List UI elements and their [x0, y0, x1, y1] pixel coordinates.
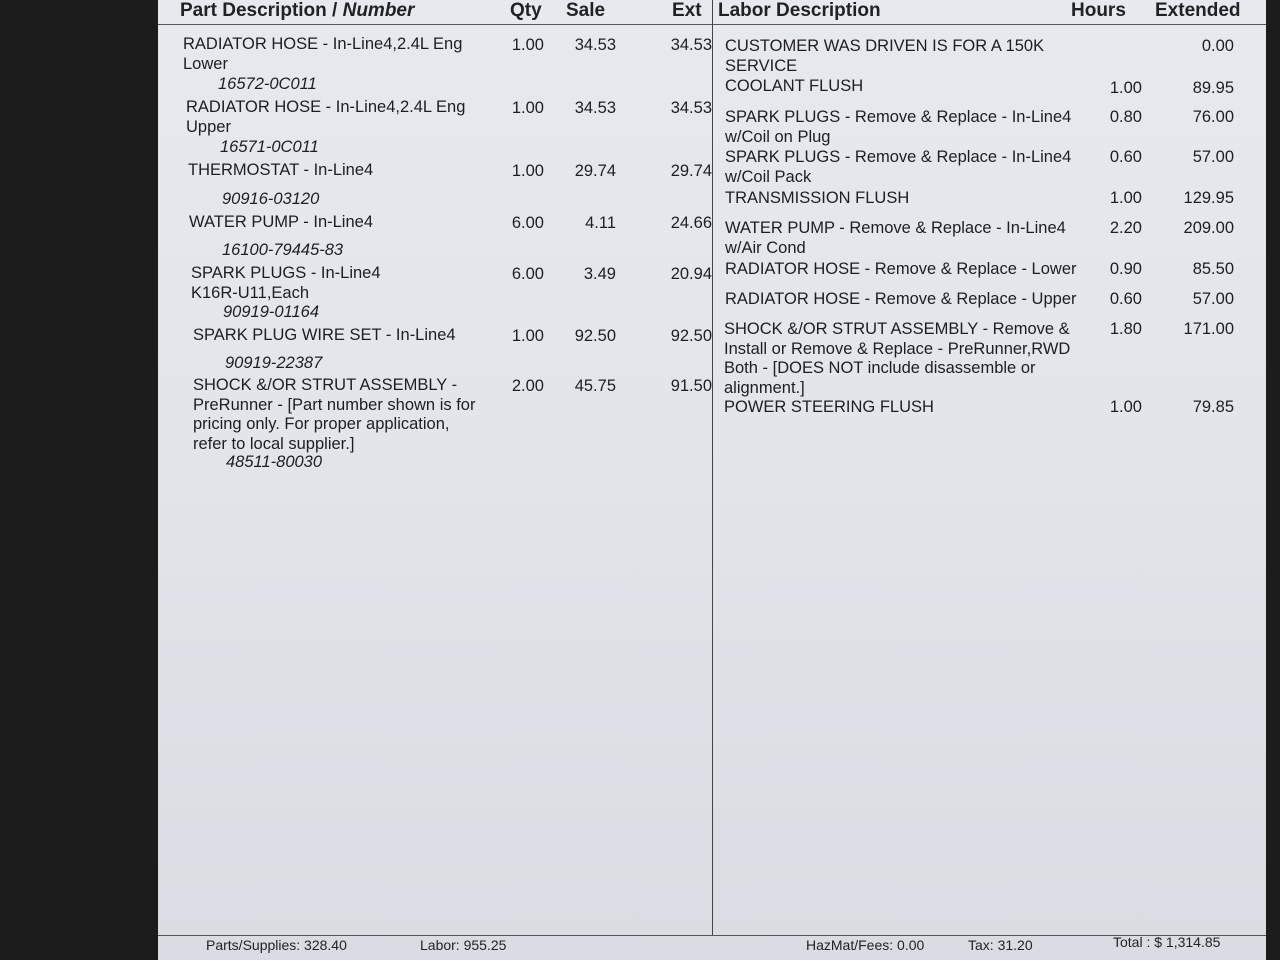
labor-description-line: w/Coil Pack	[725, 167, 812, 186]
part-sale: 45.75	[574, 377, 616, 395]
parts-supplies-total: Parts/Supplies: 328.40	[206, 937, 347, 953]
part-number: 16571-0C011	[220, 138, 319, 156]
labor-description-line: w/Coil on Plug	[725, 127, 831, 146]
labor-extended: 85.50	[1192, 260, 1234, 278]
part-sale: 4.11	[585, 214, 616, 232]
hazmat-fees-total: HazMat/Fees: 0.00	[806, 937, 925, 953]
part-qty: 1.00	[511, 327, 544, 345]
labor-extended: 89.95	[1192, 79, 1234, 97]
labor-extended: 0.00	[1201, 37, 1234, 55]
part-description-line: RADIATOR HOSE - In-Line4,2.4L Eng	[183, 35, 463, 53]
labor-description-line: CUSTOMER WAS DRIVEN IS FOR A 150K	[725, 37, 1045, 55]
labor-description-line: SPARK PLUGS - Remove & Replace - In-Line4	[725, 148, 1072, 166]
part-number: 48511-80030	[226, 453, 323, 471]
labor-hours: 1.00	[1109, 189, 1142, 207]
labor-description-line: POWER STEERING FLUSH	[724, 398, 934, 416]
labor-description-line: alignment.]	[724, 378, 805, 397]
part-ext: 92.50	[670, 327, 712, 345]
tax-total: Tax: 31.20	[968, 937, 1033, 953]
labor-description-line: RADIATOR HOSE - Remove & Replace - Upper	[725, 290, 1077, 308]
extended-header: Extended	[1155, 0, 1241, 21]
labor-description-line: Install or Remove & Replace - PreRunner,RWD	[724, 339, 1071, 358]
labor-hours: 0.60	[1109, 148, 1142, 166]
part-sale: 3.49	[583, 265, 616, 283]
hours-header: Hours	[1071, 0, 1126, 21]
part-sale: 92.50	[574, 327, 616, 345]
labor-extended: 57.00	[1192, 148, 1234, 166]
part-description-line: Upper	[186, 117, 231, 136]
part-qty: 1.00	[511, 162, 544, 180]
part-description-line: SPARK PLUGS - In-Line4	[191, 264, 381, 282]
part-ext: 34.53	[670, 99, 712, 117]
part-number: 16572-0C011	[218, 75, 317, 93]
sale-header: Sale	[566, 0, 606, 21]
labor-extended: 209.00	[1183, 219, 1234, 237]
part-description-line: K16R-U11,Each	[191, 283, 310, 302]
part-sale: 34.53	[574, 99, 616, 117]
part-ext: 29.74	[670, 162, 712, 180]
labor-description-line: SPARK PLUGS - Remove & Replace - In-Line4	[725, 108, 1072, 126]
labor-description-line: Both - [DOES NOT include disassemble or	[724, 359, 1036, 377]
labor-description-line: RADIATOR HOSE - Remove & Replace - Lower	[725, 260, 1077, 278]
part-description-line: WATER PUMP - In-Line4	[189, 213, 373, 231]
ext-header: Ext	[672, 0, 702, 21]
labor-hours: 1.00	[1109, 398, 1142, 416]
labor-hours: 0.90	[1109, 260, 1142, 278]
part-description-line: THERMOSTAT - In-Line4	[188, 161, 374, 179]
part-qty: 1.00	[511, 36, 544, 54]
part-qty: 2.00	[511, 377, 544, 395]
part-ext: 91.50	[670, 377, 712, 395]
part-number: 16100-79445-83	[222, 241, 344, 259]
part-ext: 24.66	[670, 214, 712, 232]
labor-description-line: w/Air Cond	[725, 238, 806, 257]
part-description-line: RADIATOR HOSE - In-Line4,2.4L Eng	[186, 98, 466, 116]
grand-total: Total : $ 1,314.85	[1113, 934, 1221, 950]
part-description-line: SHOCK &/OR STRUT ASSEMBLY -	[193, 376, 458, 394]
labor-extended: 171.00	[1183, 320, 1234, 338]
labor-description-line: WATER PUMP - Remove & Replace - In-Line4	[725, 219, 1066, 237]
part-ext: 20.94	[670, 265, 712, 283]
labor-description-line: SERVICE	[725, 56, 798, 75]
labor-hours: 1.80	[1109, 320, 1142, 338]
labor-description-line: SHOCK &/OR STRUT ASSEMBLY - Remove &	[724, 320, 1070, 338]
qty-header: Qty	[510, 0, 542, 21]
part-sale: 34.53	[574, 36, 616, 54]
labor-description-line: TRANSMISSION FLUSH	[725, 189, 910, 207]
part-qty: 1.00	[511, 99, 544, 117]
labor-hours: 0.60	[1109, 290, 1142, 308]
labor-description-line: COOLANT FLUSH	[725, 77, 864, 95]
labor-hours: 0.80	[1109, 108, 1142, 126]
column-divider	[712, 0, 713, 936]
labor-description-header: Labor Description	[718, 0, 881, 21]
part-description-line: pricing only. For proper application,	[193, 415, 450, 433]
part-number: 90919-01164	[223, 303, 320, 321]
labor-hours: 2.20	[1109, 219, 1142, 237]
part-ext: 34.53	[670, 36, 712, 54]
part-description-line: refer to local supplier.]	[193, 434, 355, 453]
invoice-sheet	[158, 0, 1266, 960]
part-description-line: SPARK PLUG WIRE SET - In-Line4	[193, 326, 456, 344]
labor-extended: 129.95	[1183, 189, 1234, 207]
footer-divider	[158, 935, 1266, 936]
part-qty: 6.00	[511, 265, 544, 283]
part-sale: 29.74	[574, 162, 616, 180]
part-number: 90919-22387	[225, 354, 323, 372]
part-description-line: Lower	[183, 54, 228, 73]
labor-extended: 79.85	[1192, 398, 1234, 416]
part-description-header: Part Description / Number	[180, 0, 415, 21]
labor-extended: 76.00	[1192, 108, 1234, 126]
part-description-line: PreRunner - [Part number shown is for	[193, 395, 476, 414]
labor-extended: 57.00	[1192, 290, 1234, 308]
labor-hours: 1.00	[1109, 79, 1142, 97]
part-qty: 6.00	[511, 214, 544, 232]
part-number: 90916-03120	[222, 190, 320, 208]
labor-total: Labor: 955.25	[420, 937, 507, 953]
